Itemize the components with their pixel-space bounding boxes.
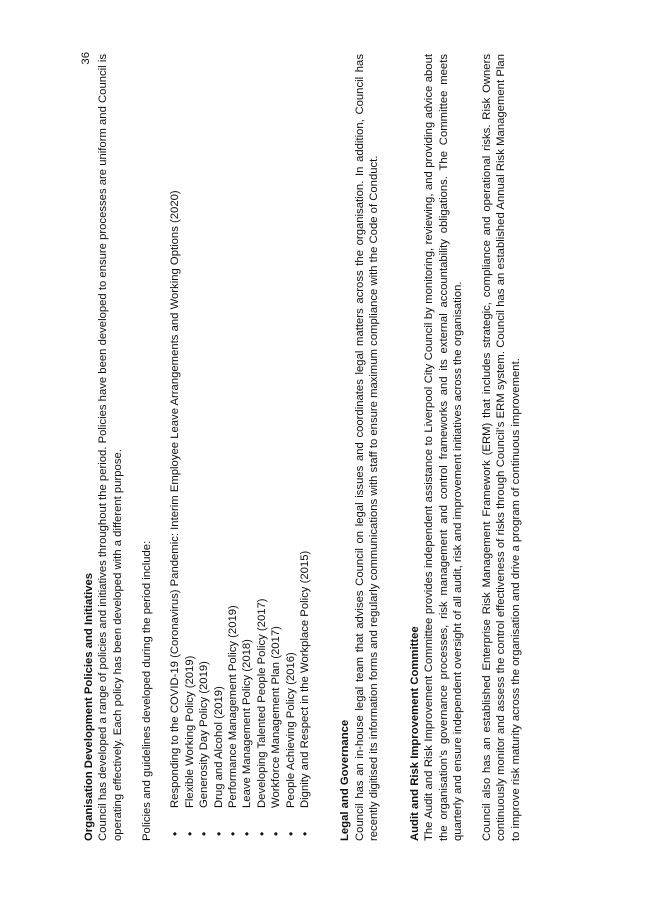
list-item: • Workforce Management Plan (2017)	[269, 54, 283, 841]
org-dev-heading: Organisation Development Policies and Initiatives	[83, 572, 95, 841]
audit-heading: Audit and Risk Improvement Committee	[408, 626, 421, 841]
policy-list	[168, 54, 312, 841]
list-item: • Flexible Working Policy (2019)	[183, 54, 197, 841]
list-item: • Dignity and Respect in the Workplace Policy (2015)	[298, 54, 312, 841]
page-number: 36	[80, 52, 92, 65]
org-dev-paragraph: Council has developed a range of policies and initiatives throughout the period. Policies have been developed to ensure processes are uniform and Council is operating effectively. Each policy has been developed with a different purpose.	[97, 54, 124, 841]
legal-paragraph: Council has an in-house legal team that advises Council on legal issues and coordinates legal matters across the organisation. In addition, Council has recently digitised its information forms and regularly communications with staff to ensure maximum compliance with the Code of Conduct.	[353, 54, 381, 841]
audit-paragraph-2: Council also has an established Enterprise Risk Management Framework (ERM) that includes strategic, compliance and operational risks. Risk Owners continuously monitor and assess the control effectiveness of risks through Council’s ERM system. Council has an established Annual Risk Management Plan to improve risk maturity across the organisation and drive a program of continuous improvement.	[480, 54, 522, 841]
org-dev-section	[82, 54, 312, 841]
list-item: • Leave Management Policy (2018)	[240, 54, 254, 841]
page-content	[82, 54, 523, 841]
list-item: • Generosity Day Policy (2019)	[197, 54, 211, 841]
audit-section	[408, 54, 523, 841]
list-item: • Drug and Alcohol (2019)	[212, 54, 226, 841]
list-item: • People Achieving Policy (2016)	[284, 54, 298, 841]
list-item: • Responding to the COVID-19 (Coronavirus) Pandemic: Interim Employee Leave Arrangements and Working Options (2020)	[168, 54, 182, 841]
legal-section	[338, 54, 381, 841]
policies-intro: Policies and guidelines developed during the period include:	[140, 540, 153, 841]
list-item: • Performance Management Policy (2019)	[226, 54, 240, 841]
list-item: • Developing Talented People Policy (2017)	[255, 54, 269, 841]
legal-heading: Legal and Governance	[339, 719, 352, 841]
audit-paragraph-1: The Audit and Risk Improvement Committee provides independent assistance to Liverpool City Council by monitoring, reviewing, and providing advice about the organisation’s governance processes, risk management and control frameworks and its external accountability obligations. The Committee meets quarterly and ensure independent oversight of all audit, risk and improvement initiatives across the organisation.	[423, 54, 464, 841]
